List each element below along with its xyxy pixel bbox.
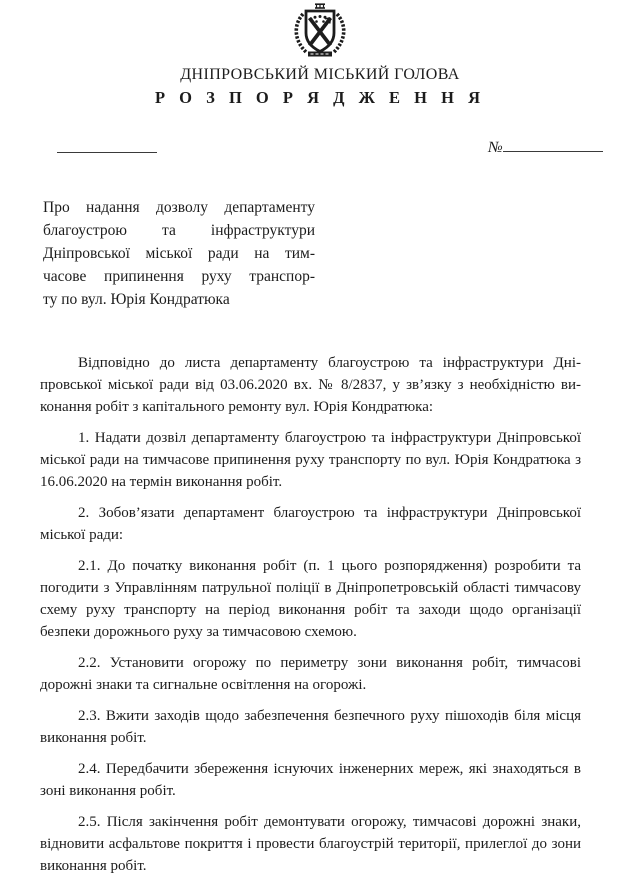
subject-line: ту по вул. Юрія Кондратюка — [43, 291, 230, 308]
dnipro-coat-of-arms-icon — [290, 3, 350, 57]
number-blank-line — [503, 138, 603, 152]
document-subject — [43, 196, 315, 311]
subject-line: Дніпровської міської ради на тим- — [43, 245, 315, 262]
reference-row — [0, 138, 619, 154]
order-item-2-5: 2.5. Після закінчення робіт демонтувати огорожу, тимчасові дорожні знаки, відновити асфальтове покриття і провести благоустрій території, прилеглої до зони виконання робіт. — [40, 814, 581, 874]
subject-line: благоустрою та інфраструктури — [43, 222, 315, 239]
document-type-title: Р О З П О Р Я Д Ж Е Н Н Я — [154, 88, 486, 107]
issuer-name: ДНІПРОВСЬКИЙ МІСЬКИЙ ГОЛОВА — [180, 66, 460, 83]
paragraph-intro: Відповідно до листа департаменту благоустрою та інфраструктури Дніпровської міської ради від 03.06.2020 вх. № 8/2837, у зв’язку з необхідністю виконання робіт з капітального ремонту вул. Юрія Кондратюка: — [40, 355, 581, 415]
subject-line: Про надання дозволу департаменту — [43, 199, 315, 216]
order-item-2: 2. Зобов’язати департамент благоустрою та інфраструктури Дніпровської міської ради: — [40, 505, 581, 543]
order-item-1: 1. Надати дозвіл департаменту благоустрою та інфраструктури Дніпровської міської ради на тимчасове припинення руху транспорту по вул. Юрія Кондратюка з 16.06.2020 на термін виконання робіт. — [40, 430, 581, 490]
subject-line: часове припинення руху транспор- — [43, 268, 315, 285]
date-blank-line — [57, 138, 157, 153]
order-item-2-1: 2.1. До початку виконання робіт (п. 1 цього розпорядження) розробити та погодити з Управлінням патрульної поліції в Дніпропетровській області тимчасову схему руху транспорту на період виконання робіт та заходи щодо організації безпеки дорожнього руху за тимчасовою схемою. — [40, 558, 581, 640]
document-body — [40, 352, 581, 877]
document-number-label: № — [488, 139, 503, 156]
order-item-2-2: 2.2. Установити огорожу по периметру зони виконання робіт, тимчасові дорожні знаки та сигнальне освітлення на огорожі. — [40, 655, 581, 693]
order-item-2-4: 2.4. Передбачити збереження існуючих інженерних мереж, які знаходяться в зоні виконання робіт. — [40, 761, 581, 799]
order-item-2-3: 2.3. Вжити заходів щодо забезпечення безпечного руху пішоходів біля місця виконання робіт. — [40, 708, 581, 746]
document-number-group — [488, 138, 603, 154]
